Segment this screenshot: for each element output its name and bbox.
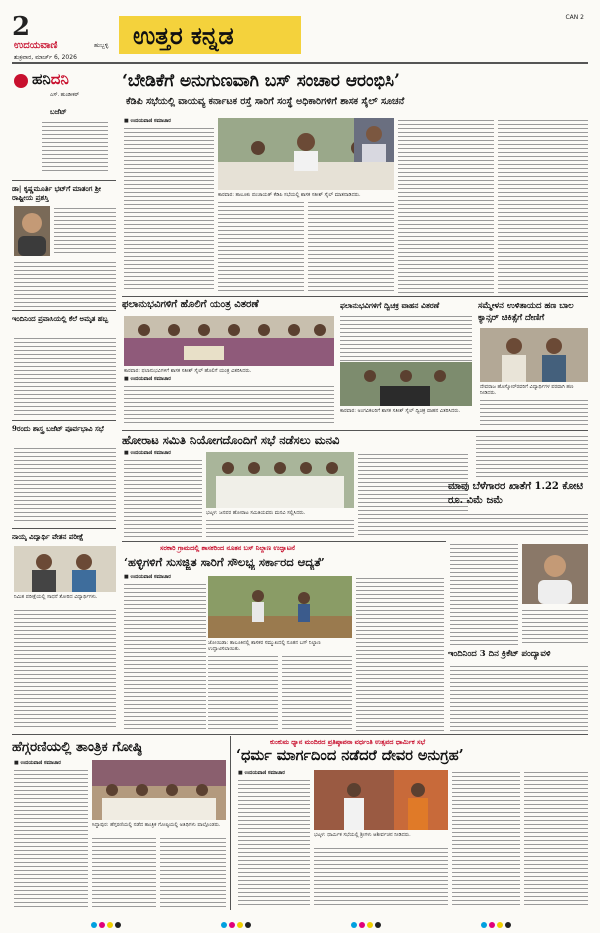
main-text-col5 [498,118,588,294]
poem-box [14,108,114,176]
divider [12,734,588,735]
hanjige-caption: ಕಾರವಾರ: ಫಲಾನುಭವಿಗಳಿಗೆ ಶಾಸಕ ಸತೀಶ್ ಸೈಲ್ ಹೊಲಿಗೆ ಯಂತ್ರ ವಿತರಿಸಿದರು. [124,368,252,374]
bus-text-col3 [282,654,352,732]
divider [12,180,116,181]
horata-photo [206,452,354,508]
right-photo [522,544,588,604]
hanjige-photo [124,316,334,366]
page-number: 2 [12,12,31,42]
main-headline: ‘ಬೇಡಿಕೆಗೆ ಅನುಗುಣವಾಗಿ ಬಸ್ ಸಂಚಾರ ಆರಂಭಿಸಿ’ [122,71,400,91]
bus-caption: ಜೋಯಿಡಾ: ತಾಲೂಕಿನಲ್ಲಿ ಶಾಸಕರ ಸಮ್ಮುಖದಲ್ಲಿ ನೂತನ ಬಸ್ ನಿಲ್ದಾಣ ಉದ್ಘಾಟಿಸಲಾಯಿತು. [208,640,321,652]
students-photo [14,546,116,592]
left-story2-headline: ಇಂದಿನಿಂದ ಪ್ರವಾಸಿಯಲ್ಲಿ ಕೆಲೆ ಅಮೃತ ಹಬ್ಬ [12,314,109,323]
edition-city: ಹುಬ್ಬಳ್ಳಿ [94,42,109,49]
wheelchair-photo-art [340,362,472,406]
main-subheadline: ಕೆಡಿಪಿ ಸಭೆಯಲ್ಲಿ ವಾಯವ್ಯ ಕರ್ನಾಟಕ ರಸ್ತೆ ಸಾರಿಗೆ ಸಂಸ್ಥೆ ಅಧಿಕಾರಿಗಳಿಗೆ ಶಾಸಕ ಸೈಲ್ ಸೂಚನೆ [126,96,405,107]
issue-date: ಶುಕ್ರವಾರ, ಮಾರ್ಚ್ 6, 2026 [14,54,77,61]
horata-photo-art [206,452,354,508]
mavu-text [450,512,588,538]
divider [12,420,116,421]
right-text-col2 [522,608,588,646]
wheelchair-headline: ಫಲಾನುಭವಿಗಳಿಗೆ ದ್ವಿಚಕ್ರ ವಾಹನ ವಿತರಣೆ [340,301,440,310]
column-title-part2: ದನಿ [50,70,69,88]
section-banner [119,16,301,54]
brand-name: ಉದಯವಾಣಿ [14,40,58,51]
masthead-rule [12,62,588,64]
left-story3-text [14,446,116,524]
left-story4-headline: ನಾಯ್ಕ ವಿದ್ಯಾರ್ಥಿ ವೇತನ ಪರೀಕ್ಷೆ [12,532,84,541]
students-photo-art [14,546,116,592]
left-story4-caption: ನಿಮಿತ ಪರೀಕ್ಷೆಯಲ್ಲಿ ಸಾಧನೆ ತೋರಿದ ವಿದ್ಯಾರ್ಥಿಗಳು. [14,594,98,600]
hegg-text-col3 [160,836,226,908]
column-title-part1: ಹನಿ [32,70,51,88]
masthead [12,14,588,64]
column-title [32,70,69,88]
hanjige-text [124,384,334,426]
bus-photo [208,576,352,638]
dharma-photo-art [314,770,448,830]
main-text-col1 [124,126,214,292]
dharma-headline: ‘ಧರ್ಮ ಮಾರ್ಗದಿಂದ ನಡೆದರೆ ದೇವರ ಅನುಗ್ರಹ’ [236,747,464,764]
right-photo-art [522,544,588,604]
dharma-kicker: ಕುಂಕುಮ ಧ್ಯಾನ ಮಂದಿರದ ಪ್ರತಿಷ್ಠಾಪನಾ ವರ್ಧಂತಿ ಉತ್ಸವದ ಧಾರ್ಮಿಕ ಸಭೆ [270,738,426,746]
column-header [12,68,116,108]
hanjige-byline: ■ ಉದಯವಾಣಿ ಸಮಾಚಾರ [124,376,171,382]
poem-title: ಬಜೆಟ್ [50,108,67,116]
mavu-headline: ಮಾವು ಬೆಳೆಗಾರರ ಖಾತೆಗೆ 1.22 ಕೋಟಿ ರೂ. ವಿಮೆ ಜಮೆ [448,481,584,506]
left-story3-headline: 9ರಂದು ಶಾಸ್ತ್ರ ಬಜೆಟ್ ಪೂರ್ವಭಾವಿ ಸಭೆ [12,424,104,433]
bus-text-col4 [356,576,444,732]
divider [122,296,588,297]
hegg-byline: ■ ಉದಯವಾಣಿ ಸಮಾಚಾರ [14,760,61,766]
dharma-byline: ■ ಉದಯವಾಣಿ ಸಮಾಚಾರ [238,770,285,776]
poem-text [42,120,108,174]
bus-headline: ‘ಹಳ್ಳಿಗಳಿಗೆ ಸುಸಜ್ಜಿತ ಸಾರಿಗೆ ಸೌಲಭ್ಯ ಸರ್ಕಾರದ ಆದ್ಯತೆ’ [124,555,325,569]
hanjige-photo-art [124,316,334,366]
left-story4-text [14,608,116,728]
bus-byline: ■ ಉದಯವಾಣಿ ಸಮಾಚಾರ [124,574,171,580]
main-photo-2 [354,118,394,162]
hegg-photo [92,760,226,820]
registration-marks [90,914,530,922]
horata-caption: ಭಟ್ಕಳ: ಜನಪರ ಹೋರಾಟ ಸಮಿತಿಯವರು ಮನವಿ ಸಲ್ಲಿಸಿದರು. [206,510,306,516]
horata-text-col2 [206,518,354,538]
left-story1-text-2 [14,260,116,308]
main-caption: ಕಾರವಾರ: ತಾಲೂಕು ಪಂಚಾಯತ್ ಕೆಡಿಪಿ ಸಭೆಯಲ್ಲಿ ಶಾಸಕ ಸತೀಶ್ ಸೈಲ್ ಮಾತನಾಡಿದರು. [218,192,361,198]
wheelchair-photo [340,362,472,406]
wheelchair-caption: ಕಾರವಾರ: ಅಂಗವಿಕಲರಿಗೆ ಶಾಸಕ ಸತೀಶ್ ಸೈಲ್ ದ್ವಿಚಕ್ರ ವಾಹನ ವಿತರಿಸಿದರು. [340,408,461,414]
hegg-text-col2 [92,836,156,908]
column-logo-icon [14,74,28,88]
horata-byline: ■ ಉದಯವಾಣಿ ಸಮಾಚಾರ [124,450,171,456]
column-divider [230,736,231,910]
bus-text-col2 [208,654,278,732]
right-text-col1 [450,542,518,646]
left-story1-headline: ಡಾ| ಕೃಷ್ಣಮೂರ್ತಿ ಭಟ್‌ಗೆ ಮಾತಂಗ ಶ್ರೀ ರಾಷ್ಟ್ರೀಯ ಪ್ರಶಸ್ತಿ [12,184,101,202]
main-text-col3 [308,200,394,292]
right-photo-text [476,434,588,480]
main-byline: ■ ಉದಯವಾಣಿ ಸಮಾಚಾರ [124,118,171,124]
dharma-photo [314,770,448,830]
wheelchair-text [340,314,472,362]
divider [12,528,116,529]
cricket-text [450,664,588,732]
hegg-caption: ಸಿದ್ದಾಪುರ: ಹೆಗ್ಗರಣಿಯಲ್ಲಿ ನಡೆದ ತಾಂತ್ರಿಕ ಗೋಷ್ಠಿಯಲ್ಲಿ ಅತಿಥಿಗಳು ಪಾಲ್ಗೊಂಡರು. [92,822,221,828]
portrait-photo-art [14,206,50,256]
corner-code: CAN 2 [565,14,584,21]
cancer-caption: ದೇವರಾಜ ಹೊಸ್ಕೋರ್‌ರವರಿಗೆ ವಿದ್ಯಾರ್ಥಿಗಳ ಪರವಾಗಿ ಹಣ ನೀಡಿದರು. [480,384,574,396]
cancer-headline: ಸಮ್ಮೇಳನ ಉಳಿತಾಯದ ಹಣ ಬಾಲ ಕ್ಯಾನ್ಸರ್ ಚಿಕಿತ್ಸೆಗೆ ದೇಣಿಗೆ [478,301,574,323]
divider [122,541,446,542]
hegg-text-col1 [14,768,88,908]
main-text-col4 [398,118,494,294]
hegg-photo-art [92,760,226,820]
bus-kicker: ಸರಕಾರಿ ಗ್ರಾಮದಲ್ಲಿ ಶಾಸಕರಿಂದ ನೂತನ ಬಸ್ ನಿಲ್ದಾಣ ಉದ್ಘಾಟನೆ [160,544,295,552]
horata-headline: ಹೋರಾಟ ಸಮಿತಿ ನಿಯೋಗದೊಂದಿಗೆ ಸಭೆ ನಡೆಸಲು ಮನವಿ [122,433,340,447]
main-photo-2-art [354,118,394,162]
hegg-headline: ಹೆಗ್ಗರಣಿಯಲ್ಲಿ ತಾಂತ್ರಿಕ ಗೋಷ್ಠಿ [12,739,142,755]
main-text-col2 [218,200,304,292]
dharma-caption: ಭಟ್ಕಳ: ಧಾರ್ಮಿಕ ಸಭೆಯಲ್ಲಿ ಶ್ರೀಗಳು ಆಶೀರ್ವಚನ ನೀಡಿದರು. [314,832,411,838]
divider [122,430,588,431]
cancer-photo-art [480,328,588,382]
dharma-text-col4 [524,770,588,908]
section-title: ಉತ್ತರ ಕನ್ನಡ [133,21,234,50]
dharma-text-col2 [314,846,448,908]
portrait-photo [14,206,50,256]
horata-text-col1 [124,458,202,538]
cancer-text [480,398,588,426]
divider [12,310,116,311]
left-story1-text [54,206,116,256]
left-story2-text [14,336,116,416]
dharma-text-col3 [452,770,520,908]
dharma-text-col1 [238,778,310,908]
cricket-headline: ಇಂದಿನಿಂದ 3 ದಿನ ಕ್ರಿಕೆಟ್ ಪಂದ್ಯಾವಳಿ [448,649,551,659]
bus-text-col1 [124,582,206,732]
bus-photo-art [208,576,352,638]
hanjige-headline: ಫಲಾನುಭವಿಗಳಿಗೆ ಹೊಲಿಗೆ ಯಂತ್ರ ವಿತರಣೆ [122,299,259,310]
column-author: ಎಸ್. ಹುಂಡೀಕರ್ [50,92,80,98]
cancer-photo [480,328,588,382]
